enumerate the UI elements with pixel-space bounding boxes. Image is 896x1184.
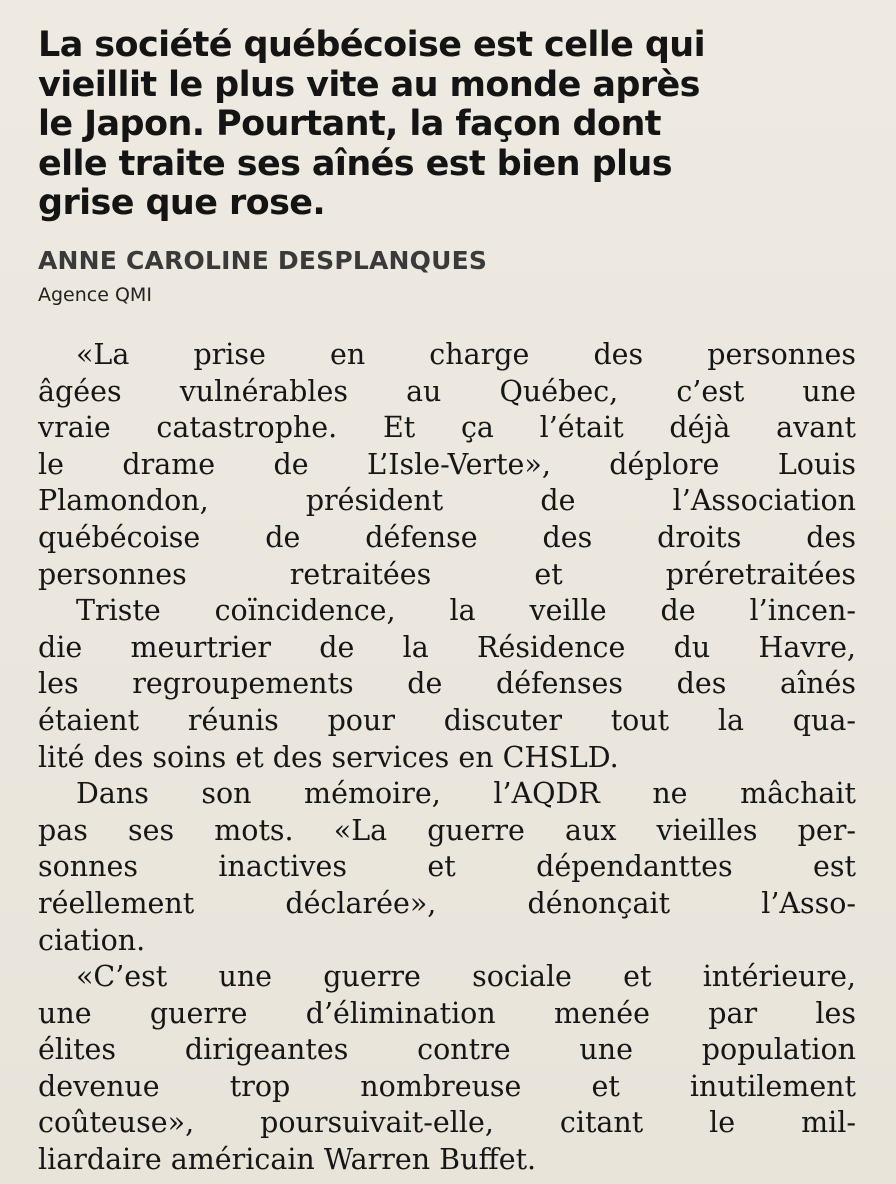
headline-line: grise que rose.	[38, 183, 326, 223]
body-line: Plamondon, président de l’Association	[38, 484, 856, 518]
body-line: âgées vulnérables au Québec, c’est une	[38, 374, 856, 408]
headline-line: elle traite ses aînés est bien plus	[38, 143, 672, 184]
body-line: étaient réunis pour discuter tout la qua-	[38, 703, 856, 737]
body-line: québécoise de défense des droits des	[38, 520, 856, 554]
body-line: une guerre d’élimination menée par les	[38, 996, 856, 1030]
body-line: ciation.	[38, 923, 146, 957]
body-line: sonnes inactives et dépendanttes est	[38, 850, 856, 884]
author-byline: ANNE CAROLINE DESPLANQUES	[38, 246, 488, 275]
body-line: vraie catastrophe. Et ça l’était déjà avant	[38, 411, 856, 445]
body-line: Dans son mémoire, l’AQDR ne mâchait	[76, 777, 856, 811]
body-line: les regroupements de défenses des aînés	[38, 667, 856, 701]
body-line: die meurtrier de la Résidence du Havre,	[38, 630, 856, 664]
body-line: devenue trop nombreuse et inutilement	[38, 1069, 856, 1103]
headline-line: le Japon. Pourtant, la façon dont	[38, 104, 661, 144]
body-line: personnes retraitées et préretraitées	[38, 557, 856, 591]
headline-line: vieillit le plus vite au monde après	[38, 64, 700, 105]
body-line: «C’est une guerre sociale et intérieure,	[76, 960, 856, 994]
body-line: Triste coïncidence, la veille de l’incen-	[76, 594, 856, 628]
body-line: élites dirigeantes contre une population	[38, 1033, 856, 1067]
body-line: le drame de L’Isle-Verte», déplore Louis	[38, 447, 856, 481]
article-body	[38, 337, 856, 1179]
agency-credit: Agence QMI	[38, 284, 152, 306]
headline	[38, 26, 878, 224]
body-line: lité des soins et des services en CHSLD.	[38, 740, 619, 774]
headline-line: La société québécoise est celle qui	[38, 25, 706, 65]
body-line: coûteuse», poursuivait-elle, citant le mil-	[38, 1106, 856, 1140]
body-line: «La prise en charge des personnes	[76, 338, 856, 371]
body-line: pas ses mots. «La guerre aux vieilles per-	[38, 813, 856, 847]
body-line: liardaire américain Warren Buffet.	[38, 1143, 537, 1177]
body-line: réellement déclarée», dénonçait l’Asso-	[38, 886, 856, 920]
